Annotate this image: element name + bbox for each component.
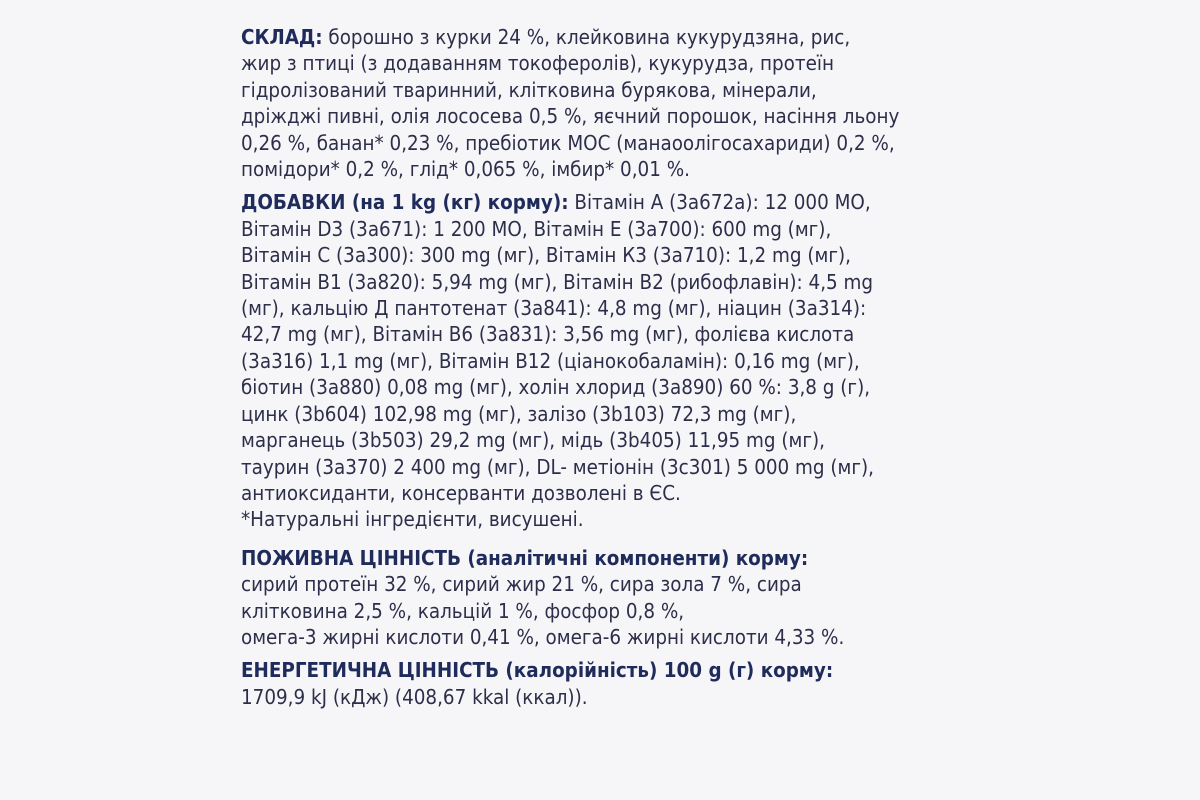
energy-line: 1709,9 kJ (кДж) (408,67 kkal (ккал)).	[241, 684, 588, 709]
additives-line: марганець (3b503) 29,2 mg (мг), мідь (3b405) 11,95 mg (мг),	[241, 428, 825, 453]
nutrition-line: омега-3 жирні кислоти 0,41 %, омега-6 жирні кислоти 4,33 %.	[241, 624, 845, 649]
composition-section	[241, 24, 1001, 182]
energy-section	[241, 657, 1001, 710]
composition-line: гідролізований тваринний, клітковина бурякова, мінерали,	[241, 77, 817, 102]
composition-first-line	[241, 24, 1001, 50]
nutrition-line: клітковина 2,5 %, кальцій 1 %, фосфор 0,8 %,	[241, 598, 685, 623]
composition-label: СКЛАД:	[241, 25, 323, 49]
composition-line: дріжджі пивні, олія лососева 0,5 %, яєчний порошок, насіння льону	[241, 104, 900, 129]
additives-line: 42,7 mg (мг), Вітамін В6 (3а831): 3,56 mg (мг), фолієва кислота	[241, 322, 855, 347]
additives-line: Вітамін D3 (3а671): 1 200 МО, Вітамін Е (3а700): 600 mg (мг),	[241, 216, 832, 241]
composition-first-line-text: борошно з курки 24 %, клейковина кукурудзяна, рис,	[322, 25, 851, 49]
additives-line: біотин (3а880) 0,08 mg (мг), холін хлорид (3а890) 60 %: 3,8 g (г),	[241, 375, 871, 400]
nutrition-section	[241, 545, 1001, 651]
natural-ingredients-note: *Натуральні інгредієнти, висушені.	[241, 507, 584, 532]
additives-line: (3а316) 1,1 mg (мг), Вітамін В12 (ціанокобаламін): 0,16 mg (мг),	[241, 348, 860, 373]
additives-line: антиоксиданти, консерванти дозволені в ЄС.	[241, 480, 681, 505]
composition-line: помідори* 0,2 %, глід* 0,065 %, імбир* 0,01 %.	[241, 157, 690, 182]
additives-first-line-text: Вітамін А (3а672а): 12 000 МО,	[568, 190, 871, 215]
composition-line: 0,26 %, банан* 0,23 %, пребіотик МОС (манаоолігосахариди) 0,2 %,	[241, 130, 895, 155]
additives-first-line	[241, 189, 1001, 215]
additives-line: Вітамін С (3а300): 300 mg (мг), Вітамін К3 (3а710): 1,2 mg (мг),	[241, 243, 851, 268]
ingredients-text-block	[241, 24, 1001, 710]
additives-line: Вітамін В1 (3а820): 5,94 mg (мг), Вітамін В2 (рибофлавін): 4,5 mg	[241, 269, 874, 294]
additives-line: таурин (3а370) 2 400 mg (мг), DL- метіонін (3с301) 5 000 mg (мг),	[241, 454, 875, 479]
composition-line: жир з птиці (з додаванням токоферолів), кукурудза, протеїн	[241, 51, 834, 76]
nutrition-label: ПОЖИВНА ЦІННІСТЬ (аналітичні компоненти) корму:	[241, 545, 809, 570]
additives-section	[241, 189, 1001, 532]
energy-label: ЕНЕРГЕТИЧНА ЦІННІСТЬ (калорійність) 100 g (г) корму:	[241, 658, 834, 683]
additives-label: ДОБАВКИ (на 1 kg (кг) корму):	[241, 190, 569, 215]
additives-line: цинк (3b604) 102,98 mg (мг), залізо (3b103) 72,3 mg (мг),	[241, 401, 797, 426]
nutrition-line: сирий протеїн 32 %, сирий жир 21 %, сира зола 7 %, сира	[241, 572, 802, 597]
additives-line: (мг), кальцію Д пантотенат (3а841): 4,8 mg (мг), ніацин (3а314):	[241, 296, 867, 321]
